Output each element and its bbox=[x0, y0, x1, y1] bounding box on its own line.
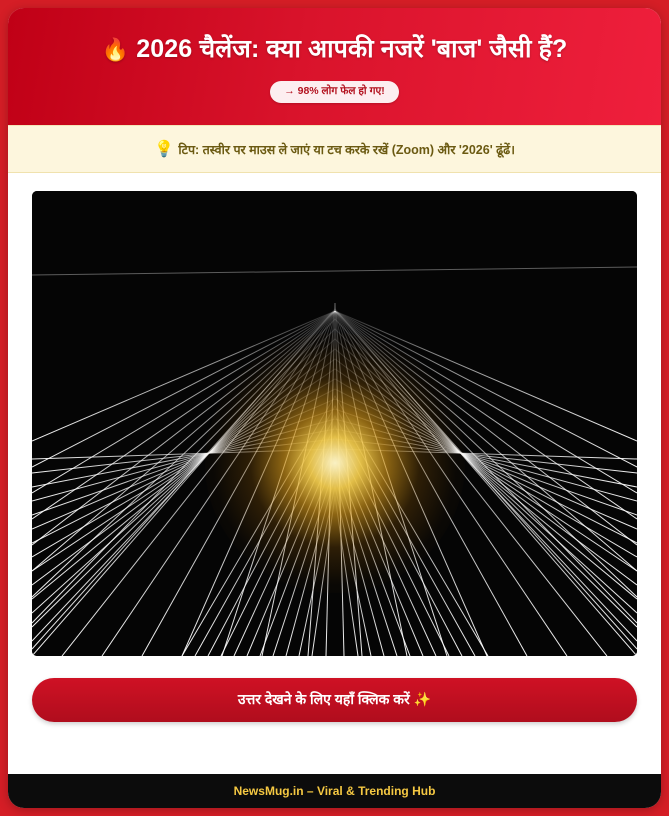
footer-brand: NewsMug.in – Viral & Trending Hub bbox=[233, 784, 436, 798]
reveal-answer-button[interactable]: उत्तर देखने के लिए यहाँ क्लिक करें ✨ bbox=[32, 678, 637, 722]
page-title-text: 2026 चैलेंज: क्या आपकी नजरें 'बाज' जैसी हैं? bbox=[136, 35, 568, 63]
cta-area bbox=[8, 656, 661, 774]
tip-text: टिप: तस्वीर पर माउस ले जाएं या टच करके रखें (Zoom) और '2026' ढूंढें। bbox=[178, 142, 515, 157]
tip-bar bbox=[8, 125, 661, 173]
illusion-card bbox=[8, 8, 661, 808]
lightbulb-icon: 💡 bbox=[154, 140, 174, 158]
page-title bbox=[28, 34, 641, 65]
badge-container bbox=[28, 81, 641, 103]
card-footer bbox=[8, 774, 661, 808]
fire-icon: 🔥 bbox=[101, 37, 130, 62]
optical-illusion-image[interactable] bbox=[32, 191, 637, 656]
image-area bbox=[8, 173, 661, 656]
status-badge: → 98% लोग फेल हो गए! bbox=[270, 81, 399, 103]
card-header bbox=[8, 8, 661, 125]
illusion-lines bbox=[32, 191, 637, 656]
